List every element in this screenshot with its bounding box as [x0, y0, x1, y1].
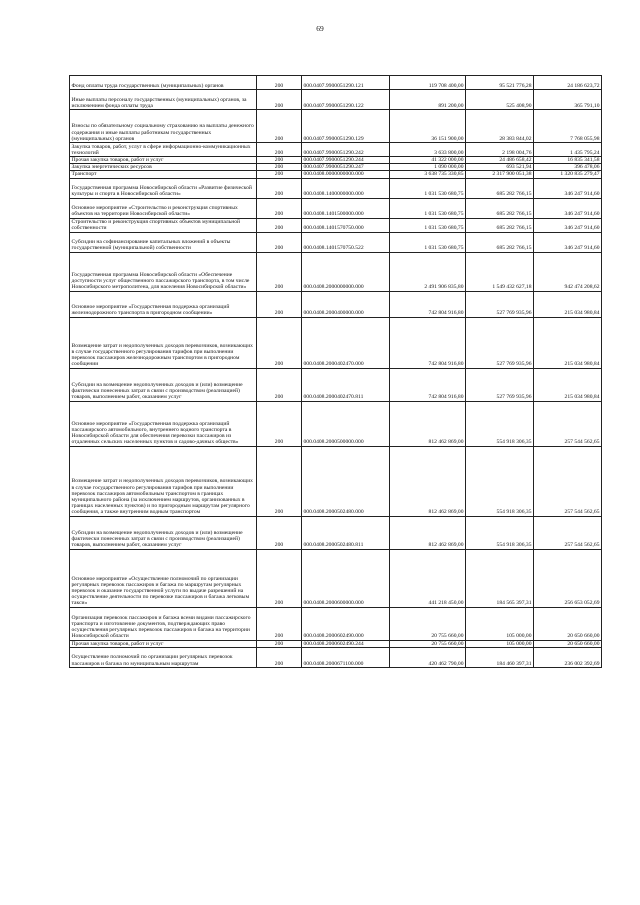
row-approved-amount-cell: 36 151 900,00 — [390, 110, 466, 143]
table-row — [70, 76, 602, 90]
row-type-code-cell: 200 — [257, 401, 302, 446]
row-name-cell: Осуществление полномочий по организации регулярных перевозок пассажиров и багажа по муниципальным маршрутам — [70, 647, 257, 667]
row-unexecuted-amount-cell: 346 247 914,60 — [534, 178, 602, 198]
row-approved-amount-cell: 2 491 906 835,80 — [390, 252, 466, 291]
row-unexecuted-amount-cell: 215 034 980,84 — [534, 317, 602, 368]
row-type-code-cell: 200 — [257, 198, 302, 218]
row-unexecuted-amount-cell: 20 650 660,00 — [534, 607, 602, 640]
row-type-code-cell: 200 — [257, 110, 302, 143]
row-type-code-cell: 200 — [257, 232, 302, 252]
row-executed-amount-cell: 525 408,90 — [466, 90, 534, 110]
row-approved-amount-cell: 812 462 869,00 — [390, 446, 466, 516]
row-classification-code-cell: 000.0408.2000602490.244 — [302, 640, 390, 647]
row-approved-amount-cell: 3 638 735 330,85 — [390, 171, 466, 178]
row-classification-code-cell: 000.0407.9900051290.244 — [302, 157, 390, 164]
row-unexecuted-amount-cell: 346 247 914,60 — [534, 198, 602, 218]
row-approved-amount-cell: 1 031 530 680,75 — [390, 178, 466, 198]
table-row — [70, 157, 602, 164]
row-name-cell: Государственная программа Новосибирской области «Обеспечение доступности услуг общественного пассажирского транспорта, в том числе Новосибирского метрополитена, для населения Новосибирской области» — [70, 252, 257, 291]
table-row — [70, 110, 602, 143]
row-unexecuted-amount-cell: 257 544 562,65 — [534, 516, 602, 549]
row-type-code-cell: 200 — [257, 143, 302, 157]
table-row — [70, 291, 602, 317]
table-row — [70, 171, 602, 178]
row-unexecuted-amount-cell: 215 034 980,84 — [534, 368, 602, 401]
row-name-cell: Закупка энергетических ресурсов — [70, 164, 257, 171]
row-classification-code-cell: 000.0408.1401500000.000 — [302, 198, 390, 218]
page-number: 69 — [316, 24, 324, 33]
row-type-code-cell: 200 — [257, 252, 302, 291]
row-unexecuted-amount-cell: 256 653 052,69 — [534, 549, 602, 607]
row-unexecuted-amount-cell: 346 247 914,60 — [534, 232, 602, 252]
row-classification-code-cell: 000.0408.2000500000.000 — [302, 401, 390, 446]
row-approved-amount-cell: 3 633 800,00 — [390, 143, 466, 157]
row-executed-amount-cell: 1 549 432 627,18 — [466, 252, 534, 291]
table-row — [70, 164, 602, 171]
row-type-code-cell: 200 — [257, 549, 302, 607]
row-classification-code-cell: 000.0407.9900051290.247 — [302, 164, 390, 171]
row-type-code-cell: 200 — [257, 178, 302, 198]
row-unexecuted-amount-cell: 1 435 795,24 — [534, 143, 602, 157]
row-name-cell: Основное мероприятие «Государственная поддержка организаций пассажирского автомобильного, внутреннего водного транспорта в Новосибирской области для обеспечения перевозки пассажиров из отдаленных сельских населенных пунктов и садово-дачных обществ» — [70, 401, 257, 446]
row-type-code-cell: 200 — [257, 291, 302, 317]
row-name-cell: Субсидии на софинансирование капитальных вложений в объекты государственной (муниципальной) собственности — [70, 232, 257, 252]
budget-execution-table — [69, 75, 602, 668]
row-name-cell: Закупка товаров, работ, услуг в сфере информационно-коммуникационных технологий — [70, 143, 257, 157]
row-name-cell: Субсидии на возмещение недополученных доходов и (или) возмещение фактически понесенных затрат в связи с производством (реализацией) товаров, выполнением работ, оказанием услуг — [70, 368, 257, 401]
table-row — [70, 252, 602, 291]
table-row — [70, 198, 602, 218]
table-row — [70, 516, 602, 549]
table-row — [70, 317, 602, 368]
row-executed-amount-cell: 184 565 397,31 — [466, 549, 534, 607]
row-approved-amount-cell: 742 804 916,80 — [390, 317, 466, 368]
row-executed-amount-cell: 554 918 306,35 — [466, 446, 534, 516]
row-unexecuted-amount-cell: 257 544 562,65 — [534, 401, 602, 446]
row-executed-amount-cell: 28 383 844,02 — [466, 110, 534, 143]
row-type-code-cell: 200 — [257, 647, 302, 667]
row-unexecuted-amount-cell: 7 768 055,98 — [534, 110, 602, 143]
row-unexecuted-amount-cell: 365 791,10 — [534, 90, 602, 110]
row-name-cell: Возмещение затрат и недополученных доходов перевозчиков, возникающих в случае государственного регулирования тарифов при выполнении перевозок пассажиров автомобильным транспортом в границах муниципального района (за исключением маршрутов, организованных в границах населенных пунктов) и по пригородным маршрутам регулярного сообщения, а также внутренним водным транспортом — [70, 446, 257, 516]
row-approved-amount-cell: 41 322 000,00 — [390, 157, 466, 164]
row-approved-amount-cell: 812 462 869,00 — [390, 516, 466, 549]
row-classification-code-cell: 000.0408.2000600000.000 — [302, 549, 390, 607]
row-executed-amount-cell: 527 769 935,96 — [466, 317, 534, 368]
row-approved-amount-cell: 1 031 530 680,75 — [390, 198, 466, 218]
row-type-code-cell: 200 — [257, 607, 302, 640]
row-classification-code-cell: 000.0408.2000671100.000 — [302, 647, 390, 667]
row-name-cell: Взносы по обязательному социальному страхованию на выплаты денежного содержания и иные выплаты работникам государственных (муниципальных) органов — [70, 110, 257, 143]
row-classification-code-cell: 000.0408.2000502480.000 — [302, 446, 390, 516]
row-type-code-cell: 200 — [257, 317, 302, 368]
row-classification-code-cell: 000.0408.2000602490.000 — [302, 607, 390, 640]
row-classification-code-cell: 000.0408.2000000000.000 — [302, 252, 390, 291]
table-row — [70, 401, 602, 446]
row-executed-amount-cell: 105 000,00 — [466, 640, 534, 647]
table-row — [70, 368, 602, 401]
row-name-cell: Основное мероприятие «Государственная поддержка организаций железнодорожного транспорта в пригородном сообщении» — [70, 291, 257, 317]
row-executed-amount-cell: 693 521,94 — [466, 164, 534, 171]
table-row — [70, 640, 602, 647]
row-type-code-cell: 200 — [257, 90, 302, 110]
row-classification-code-cell: 000.0407.9900051290.129 — [302, 110, 390, 143]
row-unexecuted-amount-cell: 257 544 562,65 — [534, 446, 602, 516]
row-type-code-cell: 200 — [257, 446, 302, 516]
row-name-cell: Организация перевозок пассажиров и багажа всеми видами пассажирского транспорта и изготовление документов, подтверждающих право осуществления регулярных перевозок пассажиров и багажа на территории Новосибирской области — [70, 607, 257, 640]
row-approved-amount-cell: 441 218 450,00 — [390, 549, 466, 607]
row-name-cell: Государственная программа Новосибирской области «Развитие физической культуры и спорта в Новосибирской области» — [70, 178, 257, 198]
row-executed-amount-cell: 685 282 766,15 — [466, 198, 534, 218]
row-executed-amount-cell: 95 521 776,28 — [466, 76, 534, 90]
row-name-cell: Основное мероприятие «Строительство и реконструкция спортивных объектов на территории Новосибирской области» — [70, 198, 257, 218]
row-name-cell: Строительство и реконструкция спортивных объектов муниципальной собственности — [70, 218, 257, 232]
row-executed-amount-cell: 685 282 766,15 — [466, 232, 534, 252]
row-unexecuted-amount-cell: 16 835 341,58 — [534, 157, 602, 164]
row-executed-amount-cell: 685 282 766,15 — [466, 178, 534, 198]
row-executed-amount-cell: 554 918 306,35 — [466, 516, 534, 549]
row-name-cell: Иные выплаты персоналу государственных (муниципальных) органов, за исключением фонда оплаты труда — [70, 90, 257, 110]
table-row — [70, 647, 602, 667]
row-approved-amount-cell: 891 200,00 — [390, 90, 466, 110]
row-unexecuted-amount-cell: 942 474 208,62 — [534, 252, 602, 291]
row-approved-amount-cell: 1 031 530 680,75 — [390, 232, 466, 252]
table-body — [70, 76, 602, 668]
row-name-cell: Субсидии на возмещение недополученных доходов и (или) возмещение фактически понесенных затрат в связи с производством (реализацией) товаров, выполнением работ, оказанием услуг — [70, 516, 257, 549]
row-unexecuted-amount-cell: 236 002 392,69 — [534, 647, 602, 667]
row-classification-code-cell: 000.0408.1401570750.522 — [302, 232, 390, 252]
row-type-code-cell: 200 — [257, 640, 302, 647]
row-executed-amount-cell: 2 317 900 051,38 — [466, 171, 534, 178]
row-unexecuted-amount-cell: 215 034 980,84 — [534, 291, 602, 317]
row-type-code-cell: 200 — [257, 76, 302, 90]
row-name-cell: Прочая закупка товаров, работ и услуг — [70, 157, 257, 164]
row-approved-amount-cell: 1 031 530 680,75 — [390, 218, 466, 232]
row-classification-code-cell: 000.0408.2000400000.000 — [302, 291, 390, 317]
row-unexecuted-amount-cell: 396 478,06 — [534, 164, 602, 171]
table-row — [70, 143, 602, 157]
table-row — [70, 549, 602, 607]
row-name-cell: Прочая закупка товаров, работ и услуг — [70, 640, 257, 647]
row-executed-amount-cell: 527 769 935,96 — [466, 368, 534, 401]
row-type-code-cell: 200 — [257, 164, 302, 171]
row-executed-amount-cell: 685 282 766,15 — [466, 218, 534, 232]
row-approved-amount-cell: 742 804 916,80 — [390, 291, 466, 317]
row-classification-code-cell: 000.0407.9900051290.122 — [302, 90, 390, 110]
row-type-code-cell: 200 — [257, 157, 302, 164]
row-approved-amount-cell: 1 090 000,00 — [390, 164, 466, 171]
table-row — [70, 607, 602, 640]
row-classification-code-cell: 000.0408.0000000000.000 — [302, 171, 390, 178]
row-classification-code-cell: 000.0407.9900051290.242 — [302, 143, 390, 157]
row-executed-amount-cell: 105 000,00 — [466, 607, 534, 640]
row-unexecuted-amount-cell: 1 320 835 279,47 — [534, 171, 602, 178]
row-executed-amount-cell: 527 769 935,96 — [466, 291, 534, 317]
table-row — [70, 178, 602, 198]
table-row — [70, 90, 602, 110]
row-classification-code-cell: 000.0408.2000402470.000 — [302, 317, 390, 368]
row-name-cell: Возмещение затрат и недополученных доходов перевозчиков, возникающих в случае государственного регулирования тарифов при выполнении перевозок пассажиров железнодорожным транспортом в пригородном сообщении — [70, 317, 257, 368]
row-name-cell: Фонд оплаты труда государственных (муниципальных) органов — [70, 76, 257, 90]
row-name-cell: Транспорт — [70, 171, 257, 178]
row-type-code-cell: 200 — [257, 171, 302, 178]
row-classification-code-cell: 000.0408.2000502480.811 — [302, 516, 390, 549]
row-approved-amount-cell: 812 462 869,00 — [390, 401, 466, 446]
row-approved-amount-cell: 420 462 790,00 — [390, 647, 466, 667]
row-executed-amount-cell: 184 460 397,31 — [466, 647, 534, 667]
table-row — [70, 232, 602, 252]
row-type-code-cell: 200 — [257, 218, 302, 232]
row-type-code-cell: 200 — [257, 516, 302, 549]
row-executed-amount-cell: 2 198 004,76 — [466, 143, 534, 157]
row-classification-code-cell: 000.0408.1400000000.000 — [302, 178, 390, 198]
row-executed-amount-cell: 24 486 658,42 — [466, 157, 534, 164]
row-unexecuted-amount-cell: 20 650 660,00 — [534, 640, 602, 647]
row-unexecuted-amount-cell: 346 247 914,60 — [534, 218, 602, 232]
row-approved-amount-cell: 20 755 660,00 — [390, 607, 466, 640]
row-name-cell: Основное мероприятие «Осуществление полномочий по организации регулярных перевозок пассажиров и багажа по маршрутам регулярных перевозок и оказание государственной услуги по выдаче разрешений на осуществление деятельности по перевозке пассажиров и багажа легковым такси» — [70, 549, 257, 607]
table-row — [70, 218, 602, 232]
row-approved-amount-cell: 119 708 400,00 — [390, 76, 466, 90]
row-approved-amount-cell: 20 755 660,00 — [390, 640, 466, 647]
row-approved-amount-cell: 742 804 916,80 — [390, 368, 466, 401]
row-executed-amount-cell: 554 918 306,35 — [466, 401, 534, 446]
row-classification-code-cell: 000.0408.2000402470.811 — [302, 368, 390, 401]
row-type-code-cell: 200 — [257, 368, 302, 401]
table-row — [70, 446, 602, 516]
row-classification-code-cell: 000.0408.1401570750.000 — [302, 218, 390, 232]
row-classification-code-cell: 000.0407.9900051290.121 — [302, 76, 390, 90]
row-unexecuted-amount-cell: 24 186 623,72 — [534, 76, 602, 90]
